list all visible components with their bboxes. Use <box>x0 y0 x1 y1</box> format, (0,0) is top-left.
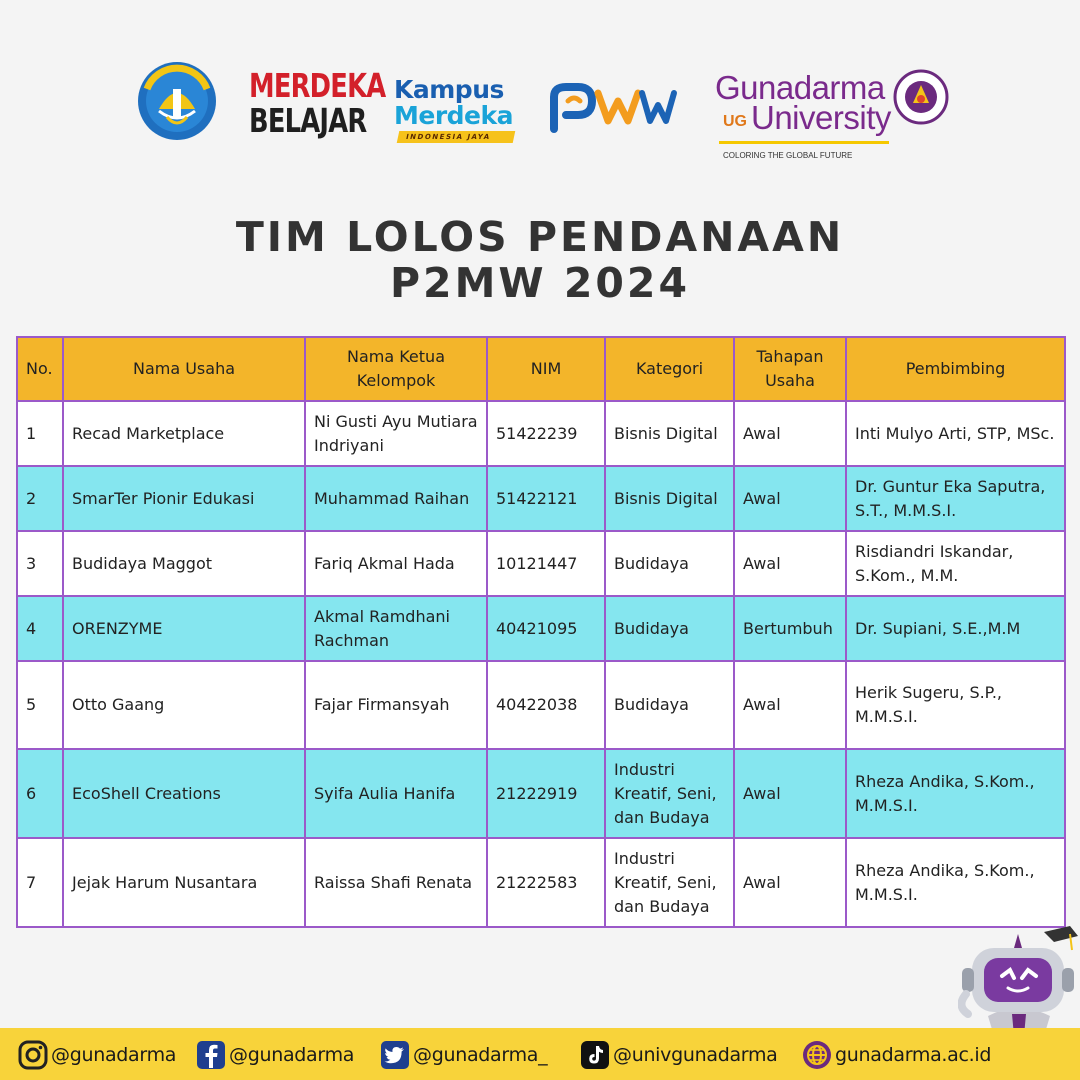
cell-no: 5 <box>17 661 63 749</box>
twitter-link[interactable] <box>380 1039 547 1071</box>
cell-nim: 40421095 <box>487 596 605 661</box>
cell-nama-ketua: Fariq Akmal Hada <box>305 531 487 596</box>
cell-nama-usaha: ORENZYME <box>63 596 305 661</box>
cell-nama-usaha: EcoShell Creations <box>63 749 305 838</box>
header-tahapan: Tahapan Usaha <box>734 337 846 401</box>
cell-pembimbing: Risdiandri Iskandar, S.Kom., M.M. <box>846 531 1065 596</box>
gunadarma-tagline: COLORING THE GLOBAL FUTURE <box>723 151 853 160</box>
table-row <box>17 749 1065 838</box>
cell-nama-ketua: Raissa Shafi Renata <box>305 838 487 927</box>
header-nama-ketua: Nama Ketua Kelompok <box>305 337 487 401</box>
cell-no: 1 <box>17 401 63 466</box>
cell-pembimbing: Dr. Supiani, S.E.,M.M <box>846 596 1065 661</box>
tiktok-link[interactable] <box>580 1039 778 1071</box>
partner-logos <box>0 55 1080 160</box>
cell-nama-ketua: Ni Gusti Ayu Mutiara Indriyani <box>305 401 487 466</box>
instagram-link[interactable] <box>18 1039 176 1071</box>
cell-nim: 51422239 <box>487 401 605 466</box>
indonesia-jaya-tag: INDONESIA JAYA <box>397 131 516 143</box>
kampus-text: Kampus <box>394 75 504 104</box>
cell-pembimbing: Rheza Andika, S.Kom., M.M.S.I. <box>846 749 1065 838</box>
header-pembimbing: Pembimbing <box>846 337 1065 401</box>
cell-kategori: Bisnis Digital <box>605 401 734 466</box>
header-kategori: Kategori <box>605 337 734 401</box>
facebook-handle: @gunadarma <box>229 1044 355 1066</box>
cell-nim: 21222919 <box>487 749 605 838</box>
cell-nama-ketua: Syifa Aulia Hanifa <box>305 749 487 838</box>
table-row <box>17 661 1065 749</box>
funded-teams-table <box>16 336 1066 928</box>
header-no: No. <box>17 337 63 401</box>
cell-kategori: Budidaya <box>605 596 734 661</box>
cell-tahapan: Awal <box>734 838 846 927</box>
tiktok-icon <box>580 1040 610 1070</box>
belajar-text: BELAJAR <box>249 101 367 140</box>
ug-mark: UG <box>723 113 747 130</box>
university-text: University <box>751 99 891 136</box>
page-title <box>0 214 1080 306</box>
header-nim: NIM <box>487 337 605 401</box>
cell-pembimbing: Dr. Guntur Eka Saputra, S.T., M.M.S.I. <box>846 466 1065 531</box>
instagram-icon <box>18 1040 48 1070</box>
cell-tahapan: Awal <box>734 466 846 531</box>
gunadarma-university-logo <box>715 69 955 160</box>
merdeka-text: Merdeka <box>394 101 514 130</box>
table-row <box>17 401 1065 466</box>
cell-no: 2 <box>17 466 63 531</box>
cell-no: 6 <box>17 749 63 838</box>
merdeka-belajar-logo <box>249 66 386 140</box>
cell-tahapan: Bertumbuh <box>734 596 846 661</box>
cell-nim: 40422038 <box>487 661 605 749</box>
cell-pembimbing: Rheza Andika, S.Kom., M.M.S.I. <box>846 838 1065 927</box>
cell-no: 3 <box>17 531 63 596</box>
cell-nama-ketua: Muhammad Raihan <box>305 466 487 531</box>
cell-pembimbing: Inti Mulyo Arti, STP, MSc. <box>846 401 1065 466</box>
cell-nama-ketua: Akmal Ramdhani Rachman <box>305 596 487 661</box>
cell-kategori: Industri Kreatif, Seni, dan Budaya <box>605 838 734 927</box>
cell-nama-usaha: SmarTer Pionir Edukasi <box>63 466 305 531</box>
table-row <box>17 466 1065 531</box>
cell-tahapan: Awal <box>734 749 846 838</box>
table-header-row <box>17 337 1065 401</box>
cell-tahapan: Awal <box>734 401 846 466</box>
header-nama-usaha: Nama Usaha <box>63 337 305 401</box>
robot-mascot-icon <box>958 924 1080 1036</box>
instagram-handle: @gunadarma <box>51 1044 177 1066</box>
cell-nim: 10121447 <box>487 531 605 596</box>
cell-no: 7 <box>17 838 63 927</box>
facebook-icon <box>196 1040 226 1070</box>
table-row <box>17 596 1065 661</box>
social-footer <box>0 1028 1080 1080</box>
cell-tahapan: Awal <box>734 531 846 596</box>
gunadarma-seal-icon <box>893 69 949 125</box>
cell-nama-usaha: Jejak Harum Nusantara <box>63 838 305 927</box>
gunadarma-text: Gunadarma <box>715 69 885 106</box>
globe-icon <box>802 1040 832 1070</box>
cell-kategori: Budidaya <box>605 661 734 749</box>
title-line-1: TIM LOLOS PENDANAAN <box>235 213 845 261</box>
cell-tahapan: Awal <box>734 661 846 749</box>
twitter-icon <box>380 1040 410 1070</box>
website-url: gunadarma.ac.id <box>835 1044 992 1066</box>
tut-wuri-handayani-logo <box>137 59 217 143</box>
cell-kategori: Budidaya <box>605 531 734 596</box>
merdeka-text: MERDEKA <box>249 66 386 105</box>
cell-pembimbing: Herik Sugeru, S.P., M.M.S.I. <box>846 661 1065 749</box>
p2mw-logo <box>548 81 678 139</box>
table-row <box>17 838 1065 927</box>
cell-nim: 51422121 <box>487 466 605 531</box>
cell-nama-ketua: Fajar Firmansyah <box>305 661 487 749</box>
cell-no: 4 <box>17 596 63 661</box>
title-line-2: P2MW 2024 <box>390 259 690 307</box>
twitter-handle: @gunadarma_ <box>413 1044 548 1066</box>
cell-nama-usaha: Otto Gaang <box>63 661 305 749</box>
table-row <box>17 531 1065 596</box>
tiktok-handle: @univgunadarma <box>613 1044 778 1066</box>
cell-nim: 21222583 <box>487 838 605 927</box>
website-link[interactable] <box>802 1039 991 1071</box>
cell-nama-usaha: Recad Marketplace <box>63 401 305 466</box>
kampus-merdeka-logo <box>394 77 524 143</box>
cell-nama-usaha: Budidaya Maggot <box>63 531 305 596</box>
facebook-link[interactable] <box>196 1039 354 1071</box>
cell-kategori: Bisnis Digital <box>605 466 734 531</box>
logo-underline <box>719 141 889 144</box>
cell-kategori: Industri Kreatif, Seni, dan Budaya <box>605 749 734 838</box>
